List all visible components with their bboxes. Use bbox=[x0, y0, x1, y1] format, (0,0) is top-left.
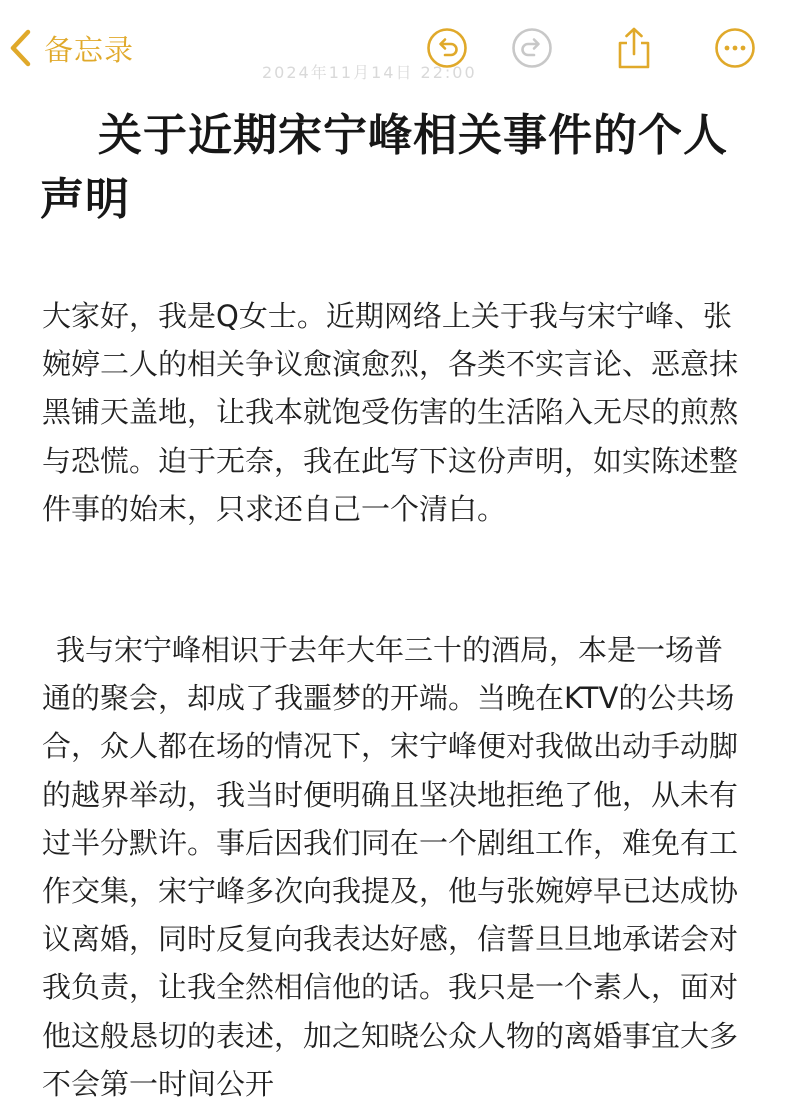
chevron-left-icon bbox=[8, 28, 34, 68]
redo-button[interactable] bbox=[510, 26, 554, 70]
more-button[interactable] bbox=[713, 26, 757, 70]
note-paragraph-1[interactable]: 大家好，我是Q女士。近期网络上关于我与宋宁峰、张婉婷二人的相关争议愈演愈烈，各类不实言论、恶意抹黑铺天盖地，让我本就饱受伤害的生活陷入无尽的煎熬与恐慌。迫于无奈，我在此写下这份声明，如实陈述整件事的始末，只求还自己一个清白。 bbox=[42, 299, 739, 526]
more-icon bbox=[714, 27, 756, 69]
back-label: 备忘录 bbox=[44, 32, 135, 67]
note-timestamp: 2024年11月14日 22:00 bbox=[262, 63, 477, 82]
navigation-bar bbox=[0, 0, 786, 95]
note-paragraph-2[interactable]: 我与宋宁峰相识于去年大年三十的酒局，本是一场普通的聚会，却成了我噩梦的开端。当晚在KTV的公共场合，众人都在场的情况下，宋宁峰便对我做出动手动脚的越界举动，我当时便明确且坚决地拒绝了他，从未有过半分默许。事后因我们同在一个剧组工作，难免有工作交集，宋宁峰多次向我提及，他与张婉婷早已达成协议离婚，同时反复向我表达好感，信誓旦旦地承诺会对我负责，让我全然相信他的话。我只是一个素人，面对他这般恳切的表述，加之知晓公众人物的离婚事宜大多不会第一时间公开 bbox=[42, 633, 739, 1101]
share-icon bbox=[614, 26, 654, 70]
redo-icon bbox=[511, 27, 553, 69]
back-button[interactable] bbox=[8, 24, 134, 72]
note-title[interactable]: 关于近期宋宁峰相关事件的个人声明 bbox=[40, 110, 728, 225]
share-button[interactable] bbox=[612, 26, 656, 70]
